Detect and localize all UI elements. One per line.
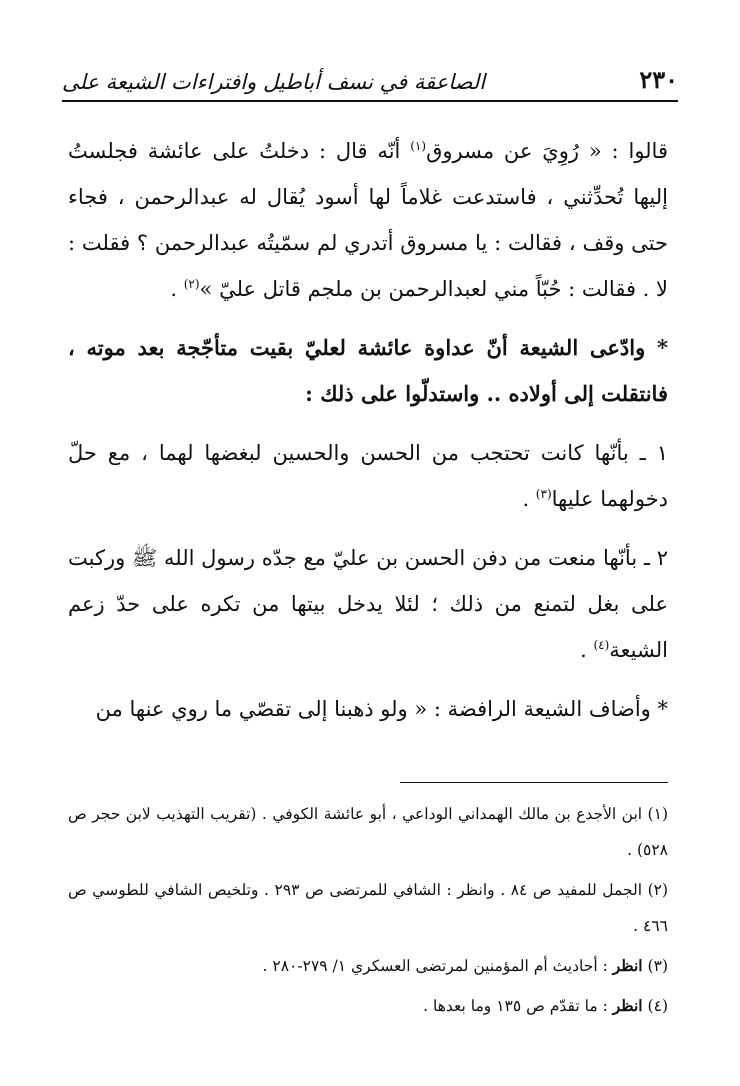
footnote-3-marker: (٣)	[647, 957, 668, 975]
paragraph-1	[68, 128, 668, 312]
paragraph-5: * وأضاف الشيعة الرافضة : « ولو ذهبنا إلى تقصّي ما روي عنها من	[95, 697, 668, 721]
footnote-ref-2: (٢)	[183, 277, 200, 291]
paragraph-1-end: .	[170, 277, 184, 301]
paragraph-4-text: ٢ ـ بأنّها منعت من دفن الحسن بن عليّ مع جدّه رسول الله ﷺ وركبت على بغل لتمنع من ذلك ؛ لئلا يدخل بيتها من تكره على حدّ زعم الشيعة	[68, 546, 668, 662]
footnote-4	[68, 988, 668, 1024]
footnote-3-text: : أحاديث أم المؤمنين لمرتضى العسكري ١/ ٢٧٩-٢٨٠ .	[262, 957, 613, 975]
paragraph-4	[68, 535, 668, 673]
page-header	[62, 50, 678, 94]
footnote-ref-3: (٣)	[535, 487, 552, 501]
footnote-3-label: انظر	[612, 956, 643, 975]
footnote-4-text: : ما تقدّم ص ١٣٥ وما بعدها .	[423, 997, 613, 1015]
footnote-4-label: انظر	[612, 996, 643, 1015]
paragraph-3-end: .	[522, 487, 536, 511]
paragraph-3	[68, 430, 668, 522]
footnote-ref-1: (١)	[410, 139, 427, 153]
paragraph-1-text: قالوا : « رُوِيَ عن مسروق	[426, 139, 668, 163]
footnote-2: (٢) الجمل للمفيد ص ٨٤ . وانظر : الشافي للمرتضى ص ٢٩٣ . وتلخيص الشافي للطوسي ص ٤٦٦ .	[68, 881, 669, 935]
main-text	[68, 128, 668, 732]
footnotes	[68, 796, 668, 1024]
running-title: الصاعقة في نسف أباطيل وافتراءات الشيعة على	[62, 70, 486, 94]
footnote-4-marker: (٤)	[647, 997, 668, 1015]
paragraph-1-text-cont: أنّه قال : دخلتُ على عائشة فجلستُ إليها تُحدِّثني ، فاستدعت غلاماً لها أسود يُقال له عبدالرحمن ، فجاء حتى وقف ، فقالت : يا مسروق أتدري لم سمّيتُه عبدالرحمن ؟ فقلت : لا . فقالت : حُبّاً مني لعبدالرحمن بن ملجم قاتل عليّ »	[68, 139, 668, 301]
footnote-1: (١) ابن الأجدع بن مالك الهمداني الوداعي ، أبو عائشة الكوفي . (تقريب التهذيب لابن حجر ص ٥٢٨) .	[68, 805, 668, 859]
paragraph-4-end: .	[580, 638, 594, 662]
paragraph-2: * وادّعى الشيعة أنّ عداوة عائشة لعليّ بقيت متأجّجة بعد موته ، فانتقلت إلى أولاده .. واستدلّوا على ذلك :	[68, 335, 668, 406]
paragraph-3-text: ١ ـ بأنّها كانت تحتجب من الحسن والحسين لبغضها لهما ، مع حلّ دخولهما عليها	[68, 441, 668, 511]
header-rule	[62, 100, 678, 102]
page-number: ٢٣٠	[639, 65, 678, 94]
footnote-3	[68, 948, 668, 984]
footnote-ref-4: (٤)	[593, 638, 610, 652]
footnote-rule	[400, 782, 668, 783]
